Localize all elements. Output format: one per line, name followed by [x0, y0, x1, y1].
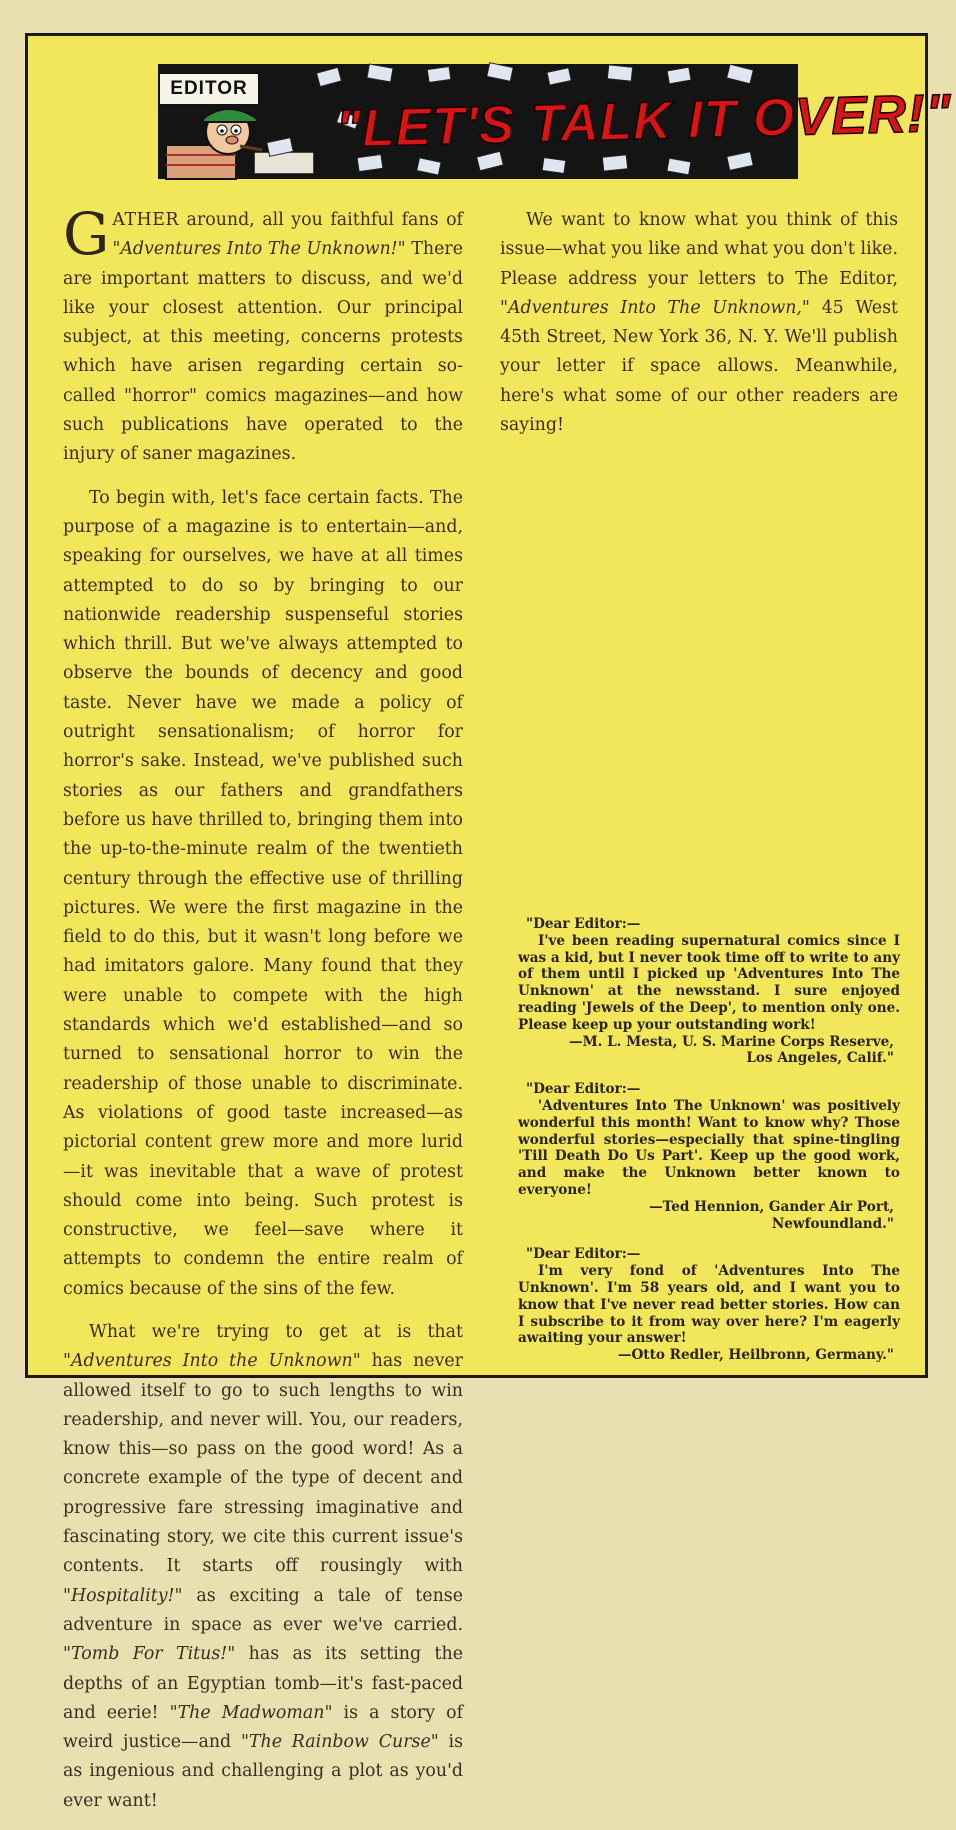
article-left-column — [63, 200, 464, 1830]
article-right-column — [500, 206, 898, 454]
reader-letter: "Dear Editor:— I've been reading supernatural comics since I was a kid, but I never took time off to write to any of them until I picked up 'Adventures Into The Unknown' at the newsstand. I sure enjoyed reading 'Jewels of the Deep', to mention only one. Please keep up your outstanding work! —M. L. Mesta, U. S. Marine Corps Reserve, Los Angeles, Calif." — [518, 916, 900, 1067]
header-banner — [158, 64, 953, 179]
reader-letters — [518, 916, 900, 1378]
banner-title: "LET'S TALK IT OVER!" — [335, 83, 953, 159]
article-paragraph: What we're trying to get at is that "Adventures Into the Unknown" has never allowed itself to go to such lengths to win readership, and never will. You, our readers, know this—so pass on the good word! As a concrete example of the type of decent and progressive fare stressing imaginative and fascinating story, we cite this current issue's contents. It starts off rousingly with "Hospitality!" as exciting a tale of tense adventure in space as ever we've carried. "Tomb For Titus!" has as its setting the depths of an Egyptian tomb—it's fast-paced and eerie! "The Madwoman" is a story of weird justice—and "The Rainbow Curse" is as ingenious and challenging a plot as you'd ever want! — [63, 1321, 464, 1811]
article-paragraph: GATHER around, all you faithful fans of "Adventures Into The Unknown!" There are important matters to discuss, and we'd like your closest attention. Our principal subject, at this meeting, concerns protests which have arisen regarding certain so-called "horror" comics magazines—and how such publications have operated to the injury of saner magazines. — [63, 200, 463, 465]
reader-letter: "Dear Editor:— 'Adventures Into The Unknown' was positively wonderful this month! Want to know why? Those wonderful stories—especially that spine-tingling 'Till Death Do Us Part'. Keep up the good work, and make the Unknown better known to everyone! —Ted Hennion, Gander Air Port, Newfoundland." — [518, 1081, 900, 1232]
article-paragraph: We want to know what you think of this issue—what you like and what you don't like. Please address your letters to The Editor, "Adventures Into The Unknown," 45 West 45th Street, New York 36, N. Y. We'll publish your letter if space allows. Meanwhile, here's what some of our other readers are saying! — [500, 210, 898, 436]
editor-tag: EDITOR — [158, 72, 260, 106]
reader-letter: "Dear Editor:— I'm very fond of 'Adventures Into The Unknown'. I'm 58 years old, and I want you to know that I've never read better stories. How can I subscribe to it from way over here? I'm eagerly awaiting your answer! —Otto Redler, Heilbronn, Germany." — [518, 1246, 900, 1364]
page-frame — [25, 33, 953, 1811]
drop-cap: G — [63, 200, 110, 268]
article-paragraph: To begin with, let's face certain facts. The purpose of a magazine is to entertain—and, speaking for ourselves, we have at all times attempted to do so by bringing to our nationwide readership suspenseful stories which thrill. But we've always attempted to observe the bounds of decency and good taste. Never have we made a policy of outright sensationalism; of horror for horror's sake. Instead, we've published such stories as our fathers and grandfathers before us have thrilled to, bringing them into the up-to-the-minute realm of the twentieth century through the effective use of thrilling pictures. We were the first magazine in the field to do this, but it wasn't long before we had imitators galore. Many found that they were unable to compete with the high standards which we'd established—and so turned to sensational horror to win the readership of those unable to discriminate. As violations of good taste increased—as pictorial content grew more and more lurid—it was inevitable that a wave of protest should come into being. Such protest is constructive, we feel—save where it attempts to condemn the entire realm of comics because of the sins of the few. — [63, 487, 463, 1299]
editor-cartoon-icon — [158, 100, 328, 179]
